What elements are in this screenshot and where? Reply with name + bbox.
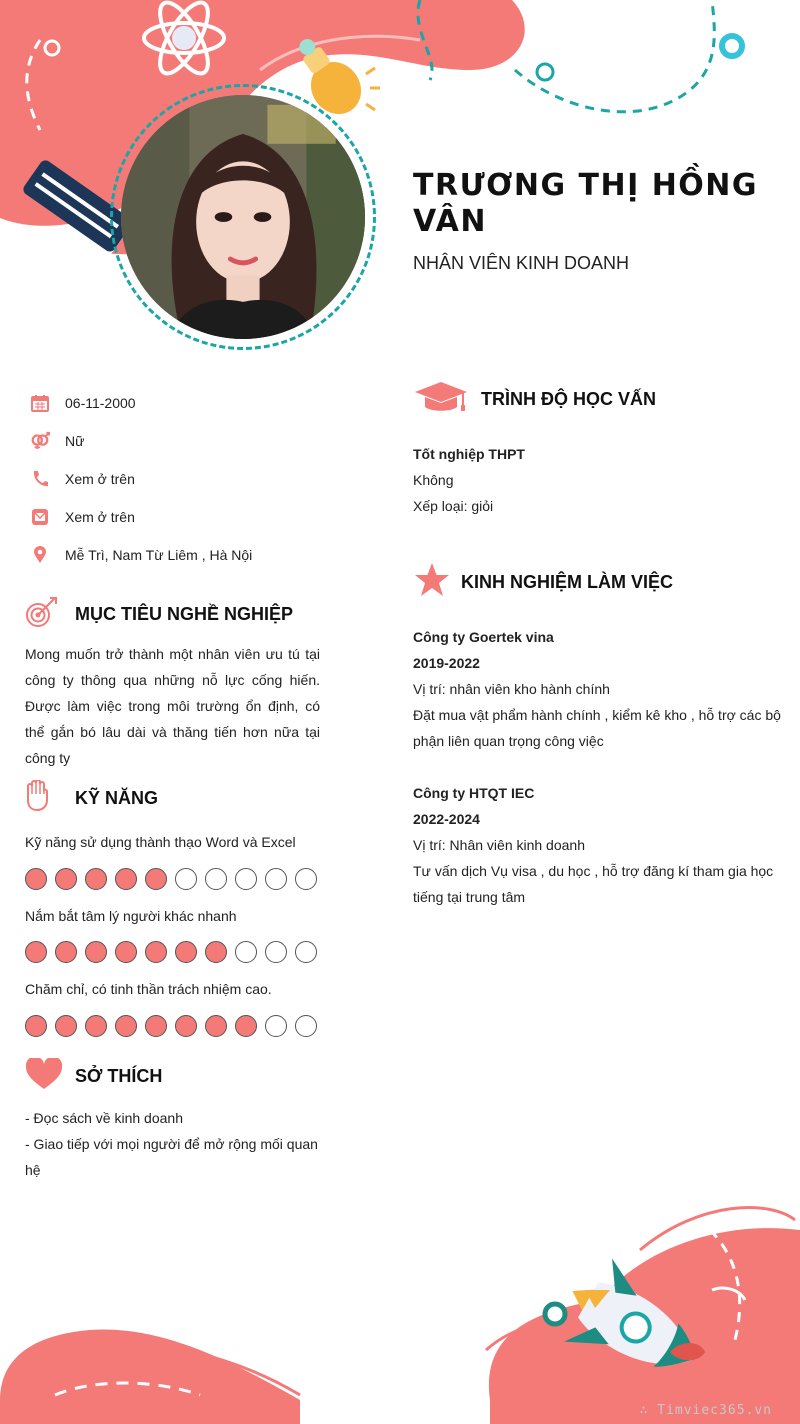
footer-decoration	[0, 1190, 800, 1424]
education-title: TRÌNH ĐỘ HỌC VẤN	[481, 389, 656, 409]
candidate-name: TRƯƠNG THỊ HỒNG VÂN	[413, 168, 759, 239]
rating-dot-filled	[25, 941, 47, 963]
education-grade: Xếp loại: giỏi	[413, 498, 494, 514]
rating-dot-filled	[205, 941, 227, 963]
experience-heading	[413, 562, 673, 603]
rating-dot-filled	[145, 868, 167, 890]
gender-text: Nữ	[65, 433, 85, 449]
birthday-text: 06-11-2000	[65, 395, 136, 411]
rating-dot-filled	[55, 868, 77, 890]
work-description: Tư vấn dịch Vụ visa , du học , hỗ trợ đăng kí tham gia học tiếng tại trung tâm	[413, 863, 774, 905]
watermark: ∴ Timviec365.vn	[639, 1403, 772, 1418]
rating-dot-empty	[295, 941, 317, 963]
education-school: Tốt nghiệp THPT	[413, 446, 525, 462]
profile-photo	[121, 95, 365, 339]
contact-address	[30, 536, 350, 574]
contact-phone	[30, 460, 350, 498]
rating-dot-filled	[55, 941, 77, 963]
rating-dot-empty	[265, 941, 287, 963]
heart-icon	[25, 1058, 75, 1095]
rating-dot-filled	[55, 1015, 77, 1037]
work-period: 2022-2024	[413, 811, 480, 827]
rating-dot-empty	[295, 868, 317, 890]
phone-icon	[30, 469, 50, 489]
skill-rating	[25, 1015, 317, 1037]
rating-dot-empty	[265, 1015, 287, 1037]
calendar-icon	[30, 393, 50, 413]
work-position: Vị trí: nhân viên kho hành chính	[413, 681, 610, 697]
education-major: Không	[413, 472, 454, 488]
location-icon	[30, 545, 50, 565]
hobby-item: - Giao tiếp với mọi người để mở rộng mối quan hệ	[25, 1136, 318, 1178]
contact-birthday	[30, 384, 350, 422]
rating-dot-empty	[295, 1015, 317, 1037]
contact-list	[30, 384, 350, 574]
star-icon	[413, 562, 461, 603]
experience-item	[413, 780, 783, 910]
skill-label: Kỹ năng sử dụng thành thạo Word và Excel	[25, 834, 296, 850]
rating-dot-filled	[115, 868, 137, 890]
rating-dot-empty	[235, 868, 257, 890]
rating-dot-filled	[85, 1015, 107, 1037]
rating-dot-filled	[25, 1015, 47, 1037]
hobbies-title: SỞ THÍCH	[75, 1066, 163, 1086]
rating-dot-filled	[25, 868, 47, 890]
skills-heading	[25, 780, 158, 817]
profile-photo-frame	[110, 84, 376, 350]
objective-text: Mong muốn trở thành một nhân viên ưu tú tại công ty thông qua những nỗ lực cống hiến. Được làm việc trong môi trường ổn định, có thể gắn bó lâu dài và thăng tiến hơn nữa tại công ty	[25, 646, 320, 766]
job-title: NHÂN VIÊN KINH DOANH	[413, 253, 630, 273]
email-text: Xem ở trên	[65, 509, 135, 525]
rating-dot-empty	[265, 868, 287, 890]
skill-label: Chăm chỉ, có tinh thần trách nhiệm cao.	[25, 981, 272, 997]
contact-gender	[30, 422, 350, 460]
contact-email	[30, 498, 350, 536]
rating-dot-filled	[145, 941, 167, 963]
hobby-item: - Đọc sách về kinh doanh	[25, 1110, 183, 1126]
phone-text: Xem ở trên	[65, 471, 135, 487]
skill-rating	[25, 868, 317, 890]
skills-title: KỸ NĂNG	[75, 788, 159, 808]
company-name: Công ty Goertek vina	[413, 629, 554, 645]
company-name: Công ty HTQT IEC	[413, 785, 535, 801]
hand-icon	[25, 780, 75, 817]
rating-dot-empty	[205, 868, 227, 890]
education-heading	[413, 380, 656, 419]
email-icon	[30, 507, 50, 527]
rating-dot-filled	[85, 868, 107, 890]
work-period: 2019-2022	[413, 655, 480, 671]
education-block	[413, 441, 783, 519]
objective-title: MỤC TIÊU NGHỀ NGHIỆP	[75, 604, 294, 624]
objective-heading	[25, 596, 293, 633]
gender-icon	[30, 431, 50, 451]
work-description: Đặt mua vật phẩm hành chính , kiểm kê kho , hỗ trợ các bộ phận liên quan trọng công việc	[413, 707, 781, 749]
rating-dot-filled	[115, 1015, 137, 1037]
rating-dot-filled	[235, 1015, 257, 1037]
experience-item	[413, 624, 783, 754]
rating-dot-filled	[175, 941, 197, 963]
graduation-cap-icon	[413, 380, 481, 419]
hobbies-heading	[25, 1058, 162, 1095]
rating-dot-filled	[205, 1015, 227, 1037]
rating-dot-filled	[85, 941, 107, 963]
skill-rating	[25, 941, 317, 963]
skill-label: Nắm bắt tâm lý người khác nhanh	[25, 908, 237, 924]
work-position: Vị trí: Nhân viên kinh doanh	[413, 837, 585, 853]
rating-dot-empty	[235, 941, 257, 963]
rating-dot-filled	[115, 941, 137, 963]
rating-dot-filled	[175, 1015, 197, 1037]
target-icon	[25, 596, 75, 633]
rating-dot-filled	[145, 1015, 167, 1037]
rating-dot-empty	[175, 868, 197, 890]
experience-title: KINH NGHIỆM LÀM VIỆC	[461, 572, 674, 592]
address-text: Mễ Trì, Nam Từ Liêm , Hà Nội	[65, 547, 253, 563]
